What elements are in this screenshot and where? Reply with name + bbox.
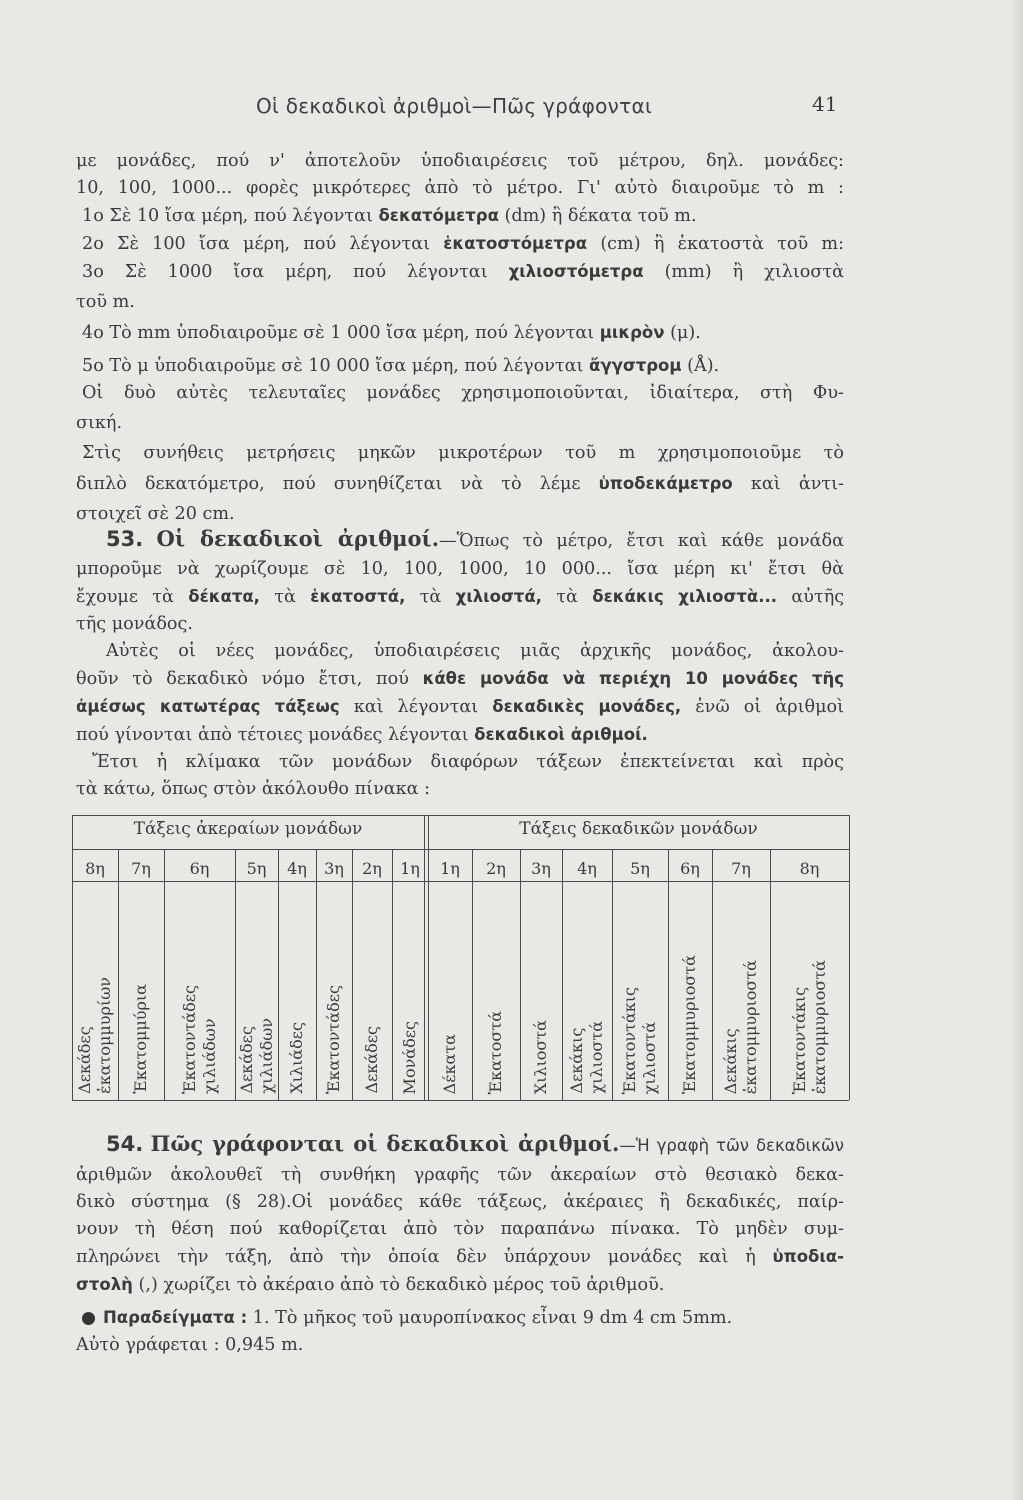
table-border-bottom (72, 1100, 849, 1101)
text-line: στοιχεῖ σὲ 20 cm. (76, 504, 235, 524)
text-line: Αὐτὲς οἱ νέες μονάδες, ὑποδιαιρέσεις μιᾶς ἀρχικῆς μονάδος, ἀκολου- (106, 641, 844, 661)
text-line: σική. (76, 413, 123, 433)
integer-unit-name-1: Δεκάδες ἑκατομμυρίων (75, 977, 114, 1094)
decimal-unit-name-6: Ἑκατομμυριοστά (680, 954, 699, 1094)
table-column-rule (392, 849, 393, 1100)
section-heading: 53. Οἱ δεκαδικοὶ ἀριθμοί.—Ὅπως τὸ μέτρο, ἔτσι καὶ κάθε μονάδα (106, 526, 844, 551)
decimal-order-6: 6η (680, 859, 700, 878)
decimal-unit-name-8: Ἑκατοντάκις ἑκατομμυριοστά (789, 959, 829, 1094)
text-line: ἀμέσως κατωτέρας τάξεως καὶ λέγονται δεκαδικὲς μονάδες, ἐνῶ οἱ ἀριθμοὶ (76, 697, 845, 717)
integer-order-4: 5η (246, 859, 267, 878)
table-column-rule (770, 849, 771, 1100)
integer-orders-header: Τάξεις ἀκεραίων μονάδων (133, 819, 363, 839)
integer-unit-name-4: Δεκάδες χιλιάδων (236, 1018, 276, 1094)
table-border-right (849, 815, 850, 1100)
text-line: Στὶς συνήθεις μετρήσεις μηκῶν μικροτέρων τοῦ m χρησιμοποιοῦμε τὸ (82, 443, 844, 463)
text-line: νουν τὴ θέση πού καθορίζεται ἀπὸ τὸν παραπάνω πίνακα. Τὸ μηδὲν συμ- (76, 1219, 844, 1239)
integer-unit-name-5: Χιλιάδες (287, 1022, 306, 1094)
table-column-rule (352, 849, 353, 1100)
table-column-rule (118, 849, 119, 1100)
decimal-unit-name-2: Ἑκατοστά (486, 1010, 505, 1094)
decimal-order-2: 2η (486, 859, 506, 878)
decimal-unit-name-7: Δεκάκις ἑκατομμυριοστά (721, 959, 760, 1094)
bullet-icon (82, 1312, 95, 1325)
decimal-orders-header: Τάξεις δεκαδικῶν μονάδων (519, 819, 758, 839)
decimal-order-1: 1η (440, 859, 460, 878)
example-line: Αὐτὸ γράφεται : 0,945 m. (76, 1335, 304, 1355)
text-line: θοῦν τὸ δεκαδικὸ νόμο ἔτσι, πού κάθε μονάδα νὰ περιέχη 10 μονάδες τῆς (76, 669, 845, 689)
text-line: με μονάδες, πού ν' ἀποτελοῦν ὑποδιαιρέσεις τοῦ μέτρου, δηλ. μονάδες: (76, 151, 844, 171)
integer-unit-name-7: Δεκάδες (362, 1026, 381, 1094)
integer-order-6: 3η (324, 859, 344, 878)
table-column-rule (712, 849, 713, 1100)
text-line: 2ο Σὲ 100 ἴσα μέρη, πού λέγονται ἑκατοστόμετρα (cm) ἢ ἑκατοστὰ τοῦ m: (82, 234, 845, 254)
integer-order-8: 1η (400, 859, 420, 878)
integer-order-7: 2η (362, 859, 382, 878)
text-line: πού γίνονται ἀπὸ τέτοιες μονάδες λέγονται δεκαδικοὶ ἀριθμοί. (76, 725, 648, 745)
decimal-orders-table (72, 815, 849, 1100)
table-column-rule (612, 849, 613, 1100)
table-column-rule (316, 849, 317, 1100)
text-line: 10, 100, 1000... φορὲς μικρότερες ἀπὸ τὸ μέτρο. Γι' αὐτὸ διαιροῦμε τὸ m : (76, 178, 844, 198)
integer-unit-name-3: Ἑκατοντάδες χιλιάδων (179, 984, 219, 1094)
section-53 (76, 524, 844, 803)
intro-text (76, 148, 844, 528)
table-column-rule (164, 849, 165, 1100)
integer-unit-name-8: Μονάδες (400, 1020, 419, 1094)
integer-unit-name-2: Ἑκατομμύρια (131, 984, 150, 1094)
text-line: ἀριθμῶν ἀκολουθεῖ τὴ συνθήκη γραφῆς τῶν ἀκεραίων στὸ θεσιακὸ δεκα- (76, 1165, 844, 1185)
text-line: 5ο Τὸ μ ὑποδιαιροῦμε σὲ 10 000 ἴσα μέρη, πού λέγονται ἄγγστρομ (Å). (82, 356, 720, 376)
page-edge-shadow (1011, 0, 1023, 1500)
decimal-order-8: 8η (799, 859, 820, 878)
decimal-order-7: 7η (731, 859, 751, 878)
text-line: διπλὸ δεκατόμετρο, πού συνηθίζεται νὰ τὸ λέμε ὑποδεκάμετρο καὶ ἀντι- (76, 474, 844, 494)
text-line: τὰ κάτω, ὅπως στὸν ἀκόλουθο πίνακα : (76, 779, 431, 799)
example-line: Παραδείγματα : 1. Τὸ μῆκος τοῦ μαυροπίνακος εἶναι 9 dm 4 cm 5mm. (76, 1304, 844, 1332)
text-line: ἔχουμε τὰ δέκατα, τὰ ἑκατοστά, τὰ χιλιοστά, τὰ δεκάκις χιλιοστὰ... αὐτῆς (76, 587, 845, 607)
table-divider (428, 815, 429, 1100)
table-column-rule (278, 849, 279, 1100)
decimal-order-4: 4η (577, 859, 597, 878)
table-border-left (72, 815, 73, 1100)
integer-order-3: 6η (189, 859, 210, 878)
table-divider (424, 815, 425, 1100)
table-rule (72, 881, 849, 882)
page-number: 41 (812, 92, 838, 116)
integer-unit-name-6: Ἑκατοντάδες (324, 984, 343, 1094)
text-line: μποροῦμε νὰ χωρίζουμε σὲ 10, 100, 1000, 10 000... ἴσα μέρη κι' ἔτσι θὰ (76, 559, 844, 579)
text-line: Οἱ δυὸ αὐτὲς τελευταῖες μονάδες χρησιμοποιοῦνται, ἰδιαίτερα, στὴ Φυ- (82, 383, 844, 403)
text-line: 3ο Σὲ 1000 ἴσα μέρη, πού λέγονται χιλιοστόμετρα (mm) ἢ χιλιοστὰ (82, 262, 844, 282)
text-line: Ἔτσι ἡ κλίμακα τῶν μονάδων διαφόρων τάξεων ἐπεκτείνεται καὶ πρὸς (92, 752, 844, 772)
table-rule (72, 849, 849, 850)
section-54 (76, 1128, 844, 1359)
text-line: τοῦ m. (76, 292, 135, 312)
text-line: 1ο Σὲ 10 ἴσα μέρη, πού λέγονται δεκατόμετρα (dm) ἢ δέκατα τοῦ m. (82, 206, 697, 226)
section-heading: 54. Πῶς γράφονται οἱ δεκαδικοὶ ἀριθμοί.—Ἡ γραφὴ τῶν δεκαδικῶν (106, 1131, 844, 1156)
table-column-rule (235, 849, 236, 1100)
text-line: πληρώνει τὴν τάξη, ἀπὸ τὴν ὁποία δὲν ὑπάρχουν μονάδες καὶ ἡ ὑποδια- (76, 1247, 844, 1267)
table-column-rule (472, 849, 473, 1100)
decimal-order-3: 3η (531, 859, 551, 878)
decimal-unit-name-4: Δεκάκις χιλιοστά (567, 1021, 606, 1094)
running-header: Οἱ δεκαδικοὶ ἀριθμοὶ—Πῶς γράφονται (256, 94, 653, 118)
decimal-unit-name-5: Ἑκατοντάκις χιλιοστά (620, 986, 659, 1094)
table-column-rule (520, 849, 521, 1100)
decimal-unit-name-1: Δέκατα (440, 1033, 459, 1094)
integer-order-1: 8η (85, 859, 105, 878)
table-column-rule (562, 849, 563, 1100)
text-line: τῆς μονάδος. (76, 614, 193, 634)
table-column-rule (668, 849, 669, 1100)
table-border-top (72, 815, 849, 816)
text-line: δικὸ σύστημα (§ 28).Οἱ μονάδες κάθε τάξεως, ἀκέραιες ἢ δεκαδικές, παίρ- (76, 1192, 844, 1212)
text-line: 4ο Τὸ mm ὑποδιαιροῦμε σὲ 1 000 ἴσα μέρη, πού λέγονται μικρὸν (μ). (82, 323, 701, 343)
integer-order-5: 4η (287, 859, 307, 878)
text-line: στολὴ (,) χωρίζει τὸ ἀκέραιο ἀπὸ τὸ δεκαδικὸ μέρος τοῦ ἀριθμοῦ. (76, 1275, 665, 1295)
decimal-order-5: 5η (630, 859, 650, 878)
decimal-unit-name-3: Χιλιοστά (531, 1019, 550, 1094)
integer-order-2: 7η (131, 859, 151, 878)
